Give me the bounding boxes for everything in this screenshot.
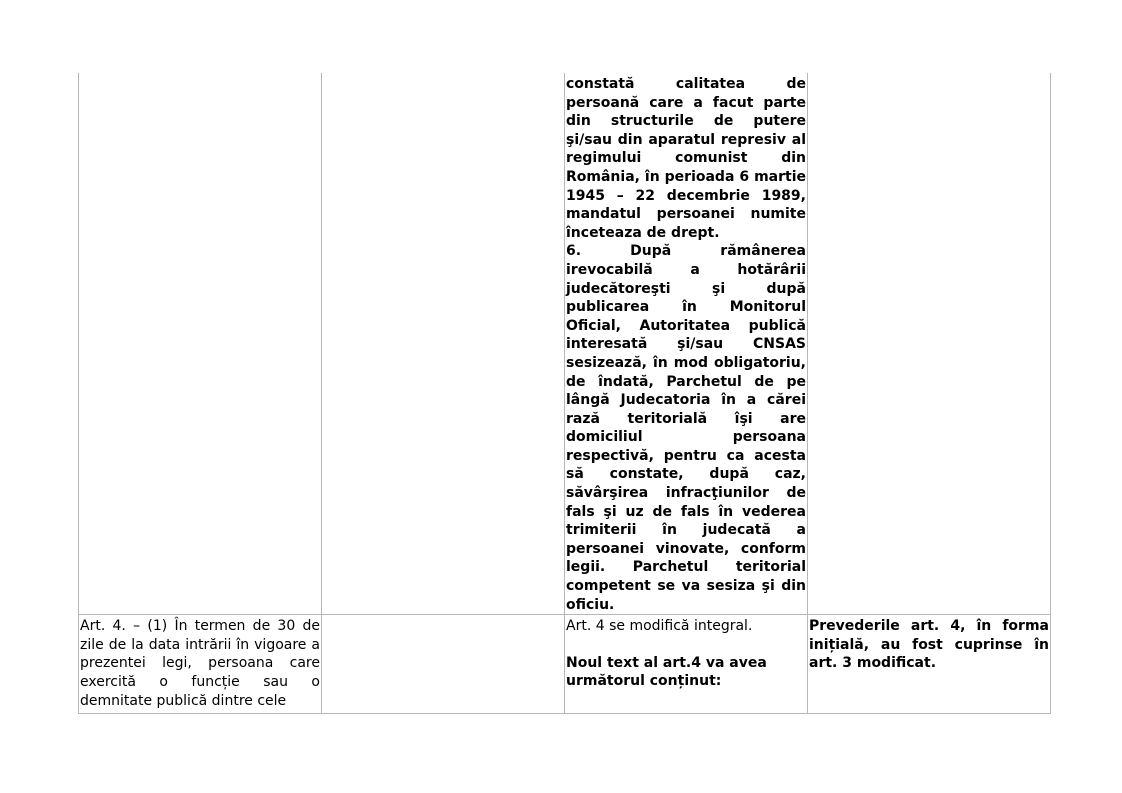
amendment-paragraph-6: 6. După rămânerea irevocabilă a hotărârii judecătoreşti şi după publicarea în Monitorul Oficial, Autoritatea publică interesată şi/sau CNSAS sesizează, în mod obligatoriu, de îndată, Parchetul de pe lângă Judecatoria în a cărei rază teritorială îşi are domiciliul persoana respectivă, pentru ca acesta să constate, după caz, săvârşirea infracţiunilor de fals şi uz de fals în vederea trimiterii în judecată a persoanei vinovate, conform legii. Parchetul teritorial competent se va sesiza şi din oficiu. bbox=[566, 243, 806, 613]
amendment-paragraph-a: constată calitatea de persoană care a facut parte din structurile de putere şi/sau din aparatul represiv al regimului comunist din România, în perioada 6 martie 1945 – 22 decembrie 1989, mandatul persoanei numite înceteaza de drept. bbox=[566, 76, 806, 241]
cell-amendment bbox=[565, 615, 808, 714]
amendment-new-text-intro: Noul text al art.4 va avea următorul conținut: bbox=[566, 654, 767, 690]
cell-amendment bbox=[565, 73, 808, 615]
cell-proposal bbox=[322, 615, 565, 714]
amendments-table bbox=[78, 73, 1051, 714]
motivation-text: Prevederile art. 4, în forma inițială, au fost cuprinse în art. 3 modificat. bbox=[809, 618, 1049, 672]
cell-proposal bbox=[322, 73, 565, 615]
cell-motivation bbox=[808, 73, 1051, 615]
cell-motivation bbox=[808, 615, 1051, 714]
table-row bbox=[79, 73, 1051, 615]
cell-original-text bbox=[79, 73, 322, 615]
article-4-original: Art. 4. – (1) În termen de 30 de zile de la data intrării în vigoare a prezentei legi, persoana care exercită o funcție sau o demnitate publică dintre cele bbox=[80, 618, 320, 709]
cell-original-text bbox=[79, 615, 322, 714]
amendment-note: Art. 4 se modifică integral. bbox=[566, 618, 753, 635]
table-row bbox=[79, 615, 1051, 714]
